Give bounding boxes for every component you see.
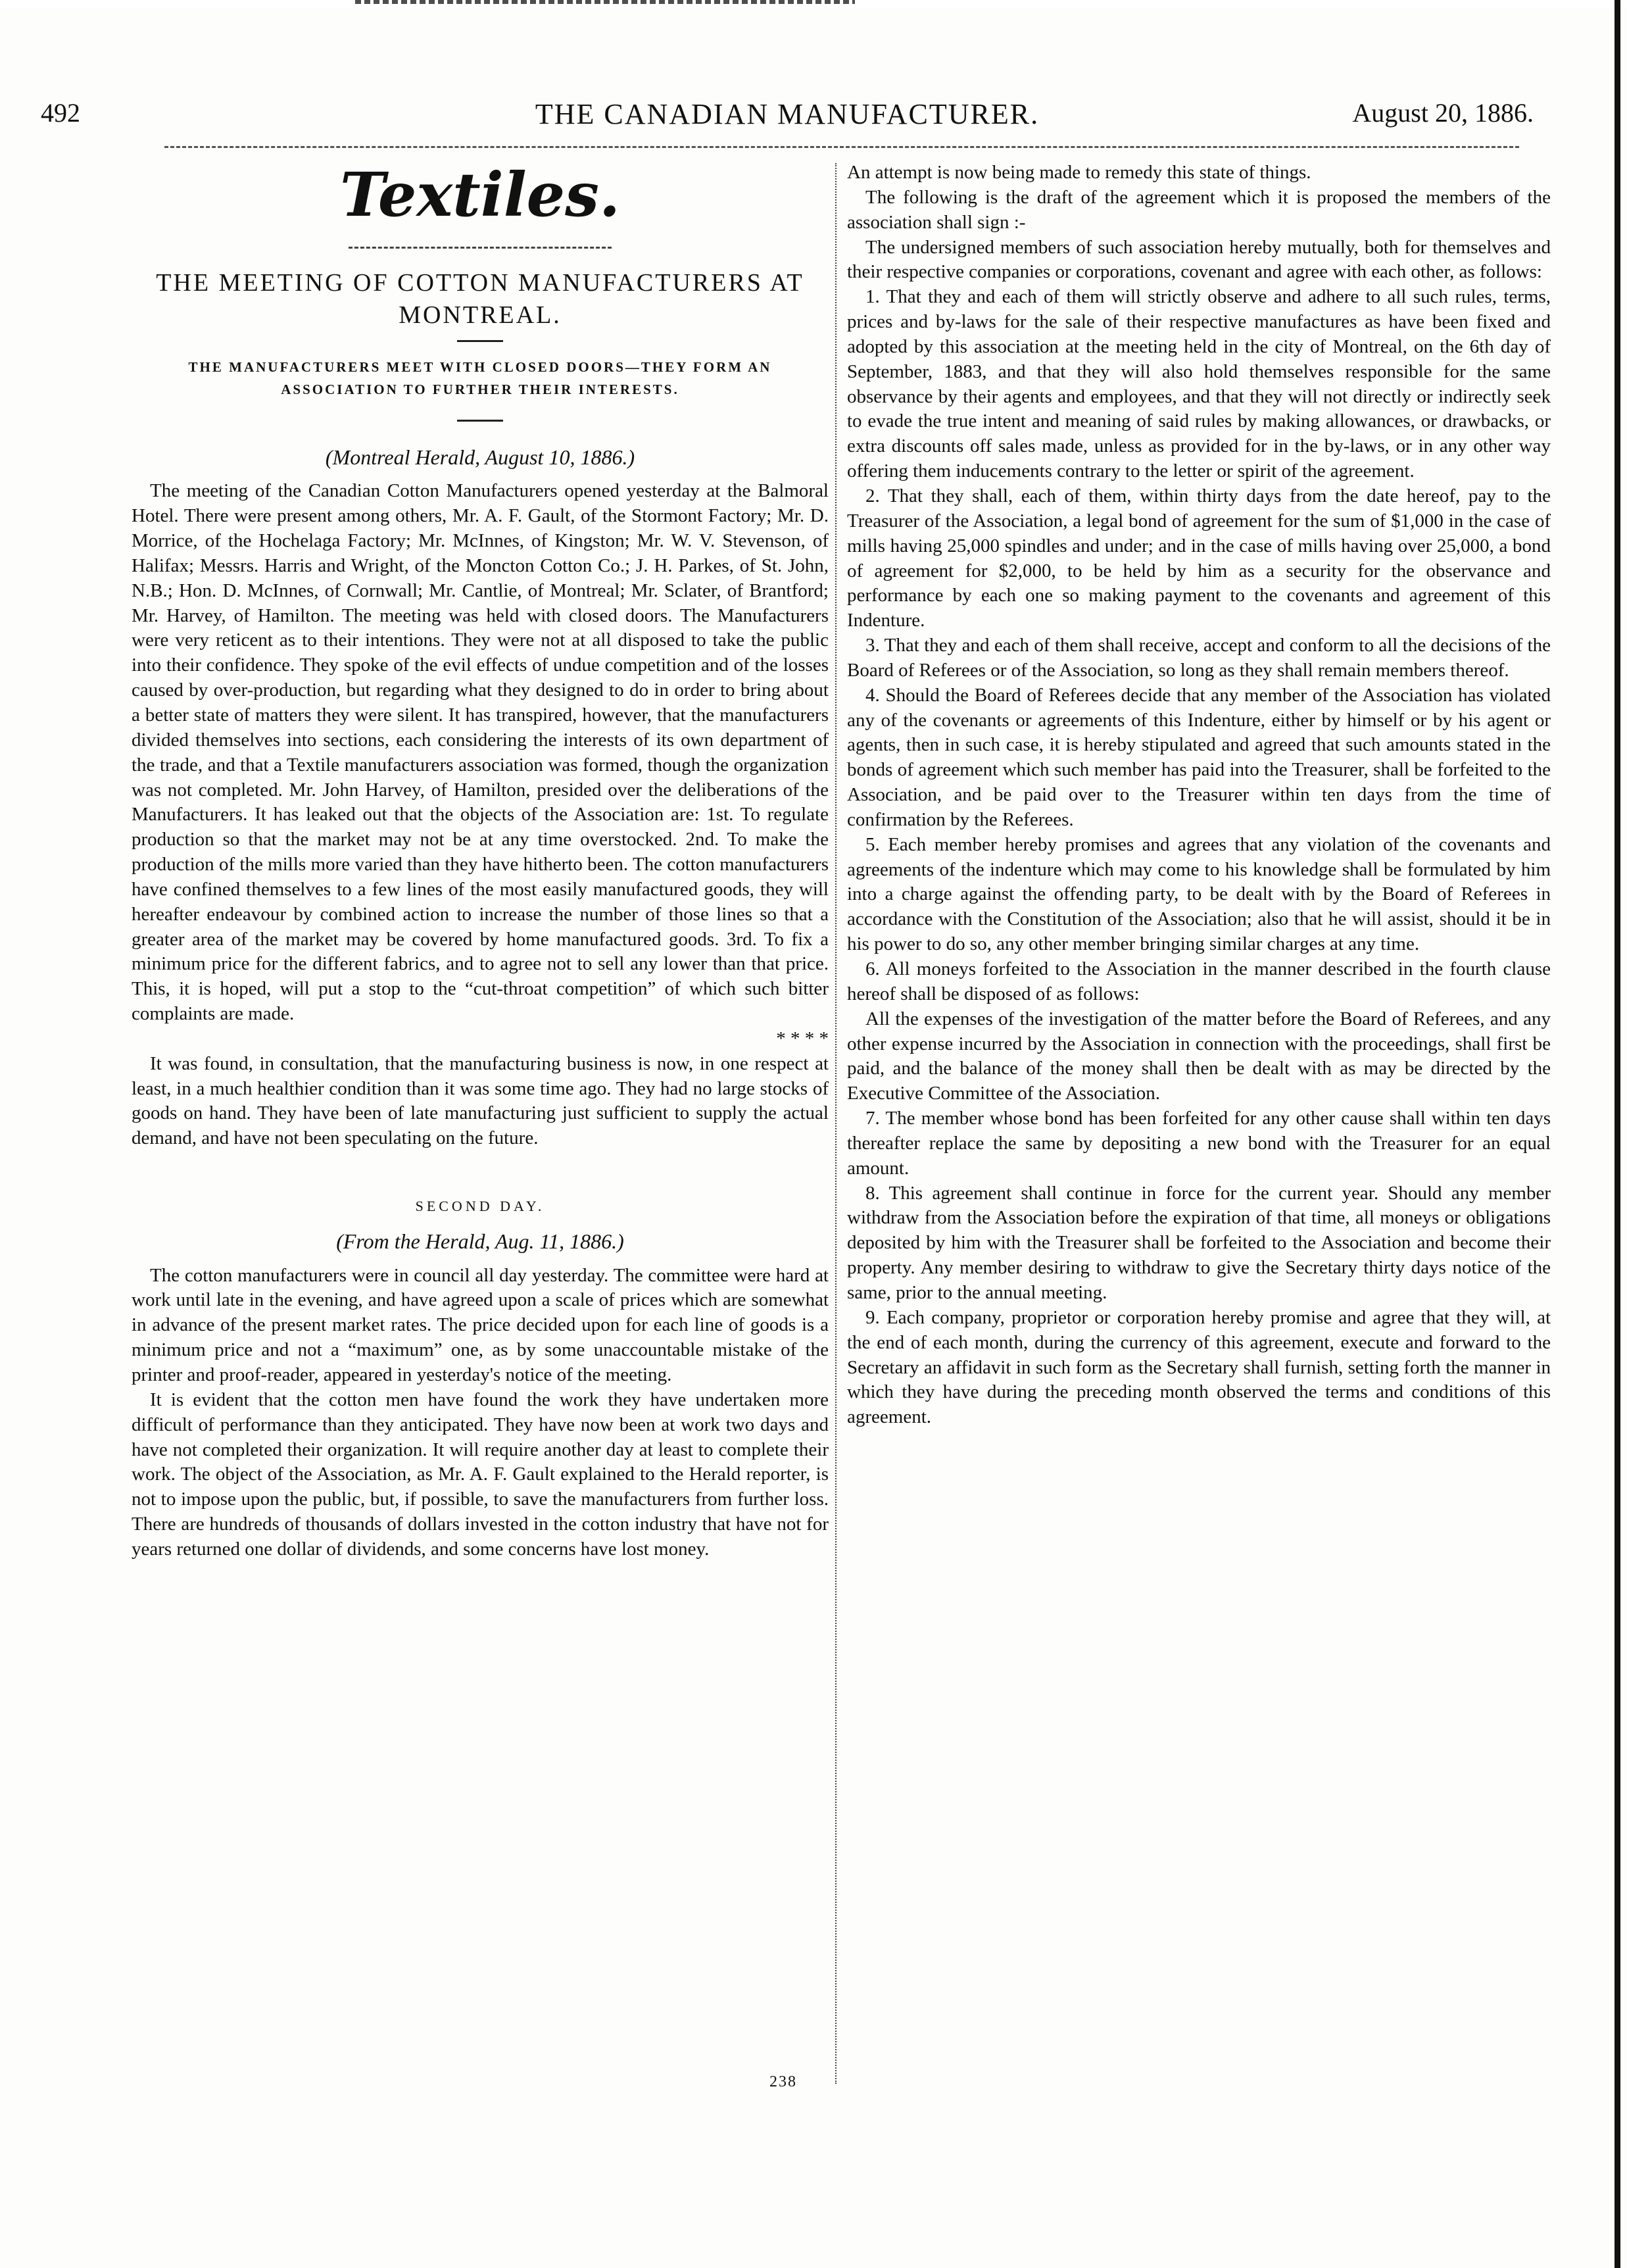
paragraph: An attempt is now being made to remedy this state of things. xyxy=(847,162,1311,183)
folio-number: 238 xyxy=(769,2073,797,2090)
section-title: Textiles. xyxy=(339,159,621,230)
publication-title: THE CANADIAN MANUFACTURER. xyxy=(535,98,1040,130)
clause: 2. That they shall, each of them, within thirty days from the date hereof, pay to the Treasurer of the Association, a legal bond of agreement for the sum of $1,000 in the case of mills having 25,000 spindles and under; and in the case of mills having over 25,000, a bond of agreement for $2,000, to be held by him as a security for the observance and performance by each one so making payment to the covenants and agreement of this Indenture. xyxy=(847,485,1551,631)
clause: 4. Should the Board of Referees decide that any member of the Association has violated any of the covenants or agreements of this Indenture, either by himself or by his agent or agents, then in such case, it is hereby stipulated and agreed that such amounts stated in the bonds of agreement which such member has paid into the Treasurer, shall be forfeited to the Association, and be paid over to the Treasurer within ten days from the time of confirmation by the Referees. xyxy=(847,684,1551,830)
page-number: 492 xyxy=(41,98,80,128)
article-headline: THE MEETING OF COTTON MANUFACTURERS AT MONTREAL. xyxy=(156,269,804,329)
asterisks: * * * * xyxy=(776,1027,829,1049)
clause: 1. That they and each of them will strictly observe and adhere to all such rules, terms, prices and by-laws for the sale of their respective manufactures as have been fixed and adopted by this association at the meeting held in the city of Montreal, on the 6th day of September, 1883, and that they will also hold themselves responsible for the same observance by their agents and employees, and that they will not directly or indirectly seek to evade the true intent and meaning of said rules by making allowances, or drawbacks, or extra discounts off sales made, unless as provided for in the by-laws, or in any other way offering them inducements contrary to the letter or spirit of the agreement. xyxy=(847,286,1551,482)
second-day-heading: SECOND DAY. xyxy=(415,1198,545,1215)
clause: 6. All moneys forfeited to the Association in the manner described in the fourth clause hereof shall be disposed of as follows: xyxy=(847,958,1551,1004)
clause: 3. That they and each of them shall receive, accept and conform to all the decisions of the Board of Referees or of the Association, so long as they shall remain members thereof. xyxy=(847,635,1551,681)
scan-top-edge xyxy=(0,0,1627,8)
issue-date: August 20, 1886. xyxy=(1352,98,1534,128)
left-column xyxy=(132,160,829,1562)
title-rule xyxy=(349,247,612,249)
scan-right-edge xyxy=(1615,0,1620,2268)
source-line: (Montreal Herald, August 10, 1886.) xyxy=(325,445,635,469)
clause: 5. Each member hereby promises and agrees that any violation of the covenants and agreements of the indenture which may come to his knowledge shall be formulated by him into a charge against the offending party, to be dealt with by the Board of Referees in accordance with the Constitution of the Association; also that he will assist, should it be in his power to do so, any other member bringing similar charges at any time. xyxy=(847,833,1551,955)
paragraph: The meeting of the Canadian Cotton Manufacturers opened yesterday at the Balmoral Hotel. There were present among others, Mr. A. F. Gault, of the Stormont Factory; Mr. D. Morrice, of the Hochelaga Factory; Mr. McInnes, of Kingston; Mr. W. V. Stevenson, of Halifax; Messrs. Harris and Wright, of the Moncton Cotton Co.; J. H. Parkes, of St. John, N.B.; Hon. D. McInnes, of Cornwall; Mr. Cantlie, of Montreal; Mr. Sclater, of Brantford; Mr. Harvey, of Hamilton. The meeting was held with closed doors. The Manufacturers were very reticent as to their intentions. They were not at all disposed to take the public into their confidence. They spoke of the evil effects of undue competition and of the losses caused by over-production, but regarding what they designed to do in order to bring about a better state of matters they were silent. It has transpired, however, that the manufacturers divided themselves into sections, each considering the interests of its own department of the trade, and that a Textile manufacturers association was formed, though the organization was not completed. Mr. John Harvey, of Hamilton, presided over the deliberations of the Manufacturers. It has leaked out that the objects of the Association are: 1st. To regulate production so that the market may not be at any time overstocked. 2nd. To make the production of the mills more varied than they have hitherto been. The cotton manufacturers have confined themselves to a few lines of the most easily manufactured goods, they will hereafter endeavour by combined action to increase the number of those lines so that a greater area of the market may be covered by home manufactured goods. 3rd. To fix a minimum price for the different fabrics, and to agree not to sell any lower than that price. This, it is hoped, will put a stop to the “cut-throat competition” of which such bitter complaints are made. xyxy=(132,480,829,1025)
clause: 7. The member whose bond has been forfeited for any other cause shall within ten days thereafter replace the same by depositing a new bond with the Treasurer for an equal amount. xyxy=(847,1108,1551,1179)
headline-dash xyxy=(457,340,503,342)
column-divider xyxy=(835,163,837,2084)
clause: 8. This agreement shall continue in force for the current year. Should any member withdraw from the Association before the expiration of that time, all moneys or obligations deposited by him with the Treasurer shall be forfeited to the Association and become their property. Any member desiring to withdraw to give the Secretary thirty days notice of the same, prior to the annual meeting. xyxy=(847,1182,1551,1303)
right-column xyxy=(847,160,1551,1430)
paragraph: It was found, in consultation, that the manufacturing business is now, in one respect at least, in a much healthier condition than it was some time ago. They had no large stocks of goods on hand. They have been of late manufacturing just sufficient to supply the actual demand, and have not been speculating on the future. xyxy=(132,1052,829,1149)
subhead-dash xyxy=(457,420,503,422)
paragraph: The cotton manufacturers were in council all day yesterday. The committee were hard at work until late in the evening, and have agreed upon a scale of prices which are somewhat in advance of the present market rates. The price decided upon for each line of goods is a minimum price and not a “maximum” one, as by some unaccountable mistake of the printer and proof-reader, appeared in yesterday's notice of the meeting. xyxy=(132,1264,829,1385)
clause: 9. Each company, proprietor or corporation hereby promise and agree that they will, at the end of each month, during the currency of this agreement, execute and forward to the Secretary an affidavit in such form as the Secretary shall furnish, setting forth the manner in which they have during the preceding month observed the terms and conditions of this agreement. xyxy=(847,1306,1551,1428)
paragraph: The undersigned members of such association hereby mutually, both for themselves and their respective companies or corporations, covenant and agree with each other, as follows: xyxy=(847,236,1551,283)
header-rule xyxy=(164,146,1519,148)
paragraph: It is evident that the cotton men have found the work they have undertaken more difficult of performance than they anticipated. They have now been at work two days and have not completed their organization. It will require another day at least to complete their work. The object of the Association, as Mr. A. F. Gault explained to the Herald reporter, is not to impose upon the public, but, if possible, to save the manufacturers from further loss. There are hundreds of thousands of dollars invested in the cotton industry that have not for years returned one dollar of dividends, and some concerns have lost money. xyxy=(132,1389,829,1560)
paragraph: The following is the draft of the agreement which it is proposed the members of the association shall sign :- xyxy=(847,186,1551,233)
article-subhead: THE MANUFACTURERS MEET WITH CLOSED DOORS—THEY FORM AN ASSOCIATION TO FURTHER THEIR INTERESTS. xyxy=(188,359,772,398)
source-line: (From the Herald, Aug. 11, 1886.) xyxy=(336,1229,624,1253)
page-header xyxy=(41,97,1534,143)
clause: All the expenses of the investigation of the matter before the Board of Referees, and any other expense incurred by the Association in connection with the proceedings, shall first be paid, and the balance of the money shall then be dealt with as may be directed by the Executive Committee of the Association. xyxy=(847,1008,1551,1104)
